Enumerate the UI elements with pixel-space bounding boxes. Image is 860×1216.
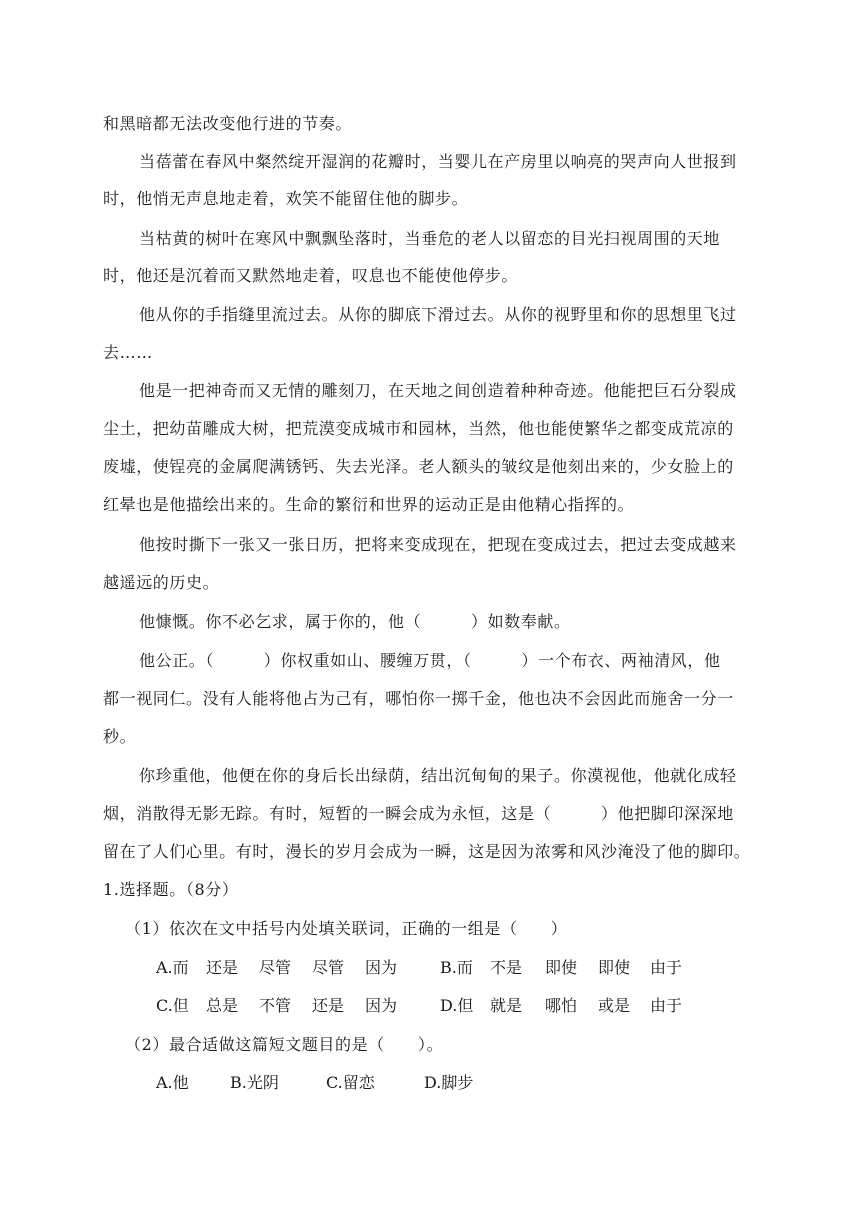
option-a-label: A.而	[156, 958, 189, 977]
option-d: D.脚步	[424, 1073, 474, 1092]
option-d-word-3: 或是	[598, 996, 631, 1015]
passage-line: 时，他悄无声息地走着，欢笑不能留住他的脚步。	[103, 189, 469, 208]
passage-line: 留在了人们心里。有时，漫长的岁月会成为一瞬，这是因为浓雾和风沙淹没了他的脚印。	[103, 842, 751, 861]
question-1-options-row-2	[156, 996, 716, 1016]
option-a-word-1: 还是	[206, 958, 239, 977]
question-2-stem: （2）最合适做这篇短文题目的是（ ）。	[125, 1035, 444, 1054]
passage-line: 他慷慨。你不必乞求，属于你的，他（ ）如数奉献。	[139, 612, 571, 631]
passage-line: 当蓓蕾在春风中粲然绽开湿润的花瓣时，当婴儿在产房里以响亮的哭声向人世报到	[139, 152, 737, 171]
option-b-label: B.而	[440, 958, 473, 977]
option-c-word-3: 还是	[312, 996, 345, 1015]
passage-line: 你珍重他，他便在你的身后长出绿荫，结出沉甸甸的果子。你漠视他，他就化成轻	[139, 766, 737, 785]
option-a-word-2: 尽管	[259, 958, 292, 977]
option-c: C.留恋	[326, 1073, 375, 1092]
question-title: 1.选择题。（8分）	[103, 880, 239, 899]
passage-line: 红晕也是他描绘出来的。生命的繁衍和世界的运动正是由他精心指挥的。	[103, 495, 635, 514]
passage-line: 他按时撕下一张又一张日历，把将来变成现在，把现在变成过去，把过去变成越来	[139, 535, 737, 554]
passage-line: 去……	[103, 343, 153, 362]
option-b: B.光阴	[230, 1073, 279, 1092]
option-b-word-1: 不是	[490, 958, 523, 977]
option-c-word-2: 不管	[259, 996, 292, 1015]
passage-line: 他公正。（ ）你权重如山、腰缠万贯，（ ）一个布衣、两袖清风，他	[139, 651, 721, 670]
question-1-stem: （1）依次在文中括号内处填关联词，正确的一组是（ ）	[125, 919, 568, 938]
passage-line: 和黑暗都无法改变他行进的节奏。	[103, 114, 353, 133]
option-c-word-1: 总是	[206, 996, 239, 1015]
passage-line: 尘土，把幼苗雕成大树，把荒漠变成城市和园林，当然，他也能使繁华之都变成荒凉的	[103, 419, 734, 438]
option-d-label: D.但	[440, 996, 474, 1015]
option-b-word-2: 即使	[545, 958, 578, 977]
option-d-word-1: 就是	[490, 996, 523, 1015]
passage-line: 当枯黄的树叶在寒风中飘飘坠落时，当垂危的老人以留恋的目光扫视周围的天地	[139, 229, 721, 248]
passage-line: 秒。	[103, 727, 137, 746]
option-d-word-2: 哪怕	[545, 996, 578, 1015]
option-a-word-4: 因为	[365, 958, 398, 977]
option-c-label: C.但	[156, 996, 189, 1015]
option-a-word-3: 尽管	[312, 958, 345, 977]
option-c-word-4: 因为	[365, 996, 398, 1015]
passage-line: 时，他还是沉着而又默然地走着，叹息也不能使他停步。	[103, 266, 519, 285]
option-d-word-4: 由于	[650, 996, 683, 1015]
passage-line: 他是一把神奇而又无情的雕刻刀，在天地之间创造着种种奇迹。他能把巨石分裂成	[139, 381, 737, 400]
question-2-options-row	[156, 1073, 516, 1093]
passage-line: 烟，消散得无影无踪。有时，短暂的一瞬会成为永恒，这是（ ）他把脚印深深地	[103, 804, 734, 823]
question-1-options-row-1	[156, 958, 716, 978]
passage-line: 越遥远的历史。	[103, 573, 220, 592]
passage-line: 他从你的手指缝里流过去。从你的脚底下滑过去。从你的视野里和你的思想里飞过	[139, 305, 737, 324]
option-b-word-3: 即使	[598, 958, 631, 977]
passage-line: 都一视同仁。没有人能将他占为己有，哪怕你一掷千金，他也决不会因此而施舍一分一	[103, 689, 734, 708]
option-b-word-4: 由于	[650, 958, 683, 977]
option-a: A.他	[156, 1073, 189, 1092]
passage-line: 废墟，使锃亮的金属爬满锈钙、失去光泽。老人额头的皱纹是他刻出来的，少女脸上的	[103, 457, 734, 476]
